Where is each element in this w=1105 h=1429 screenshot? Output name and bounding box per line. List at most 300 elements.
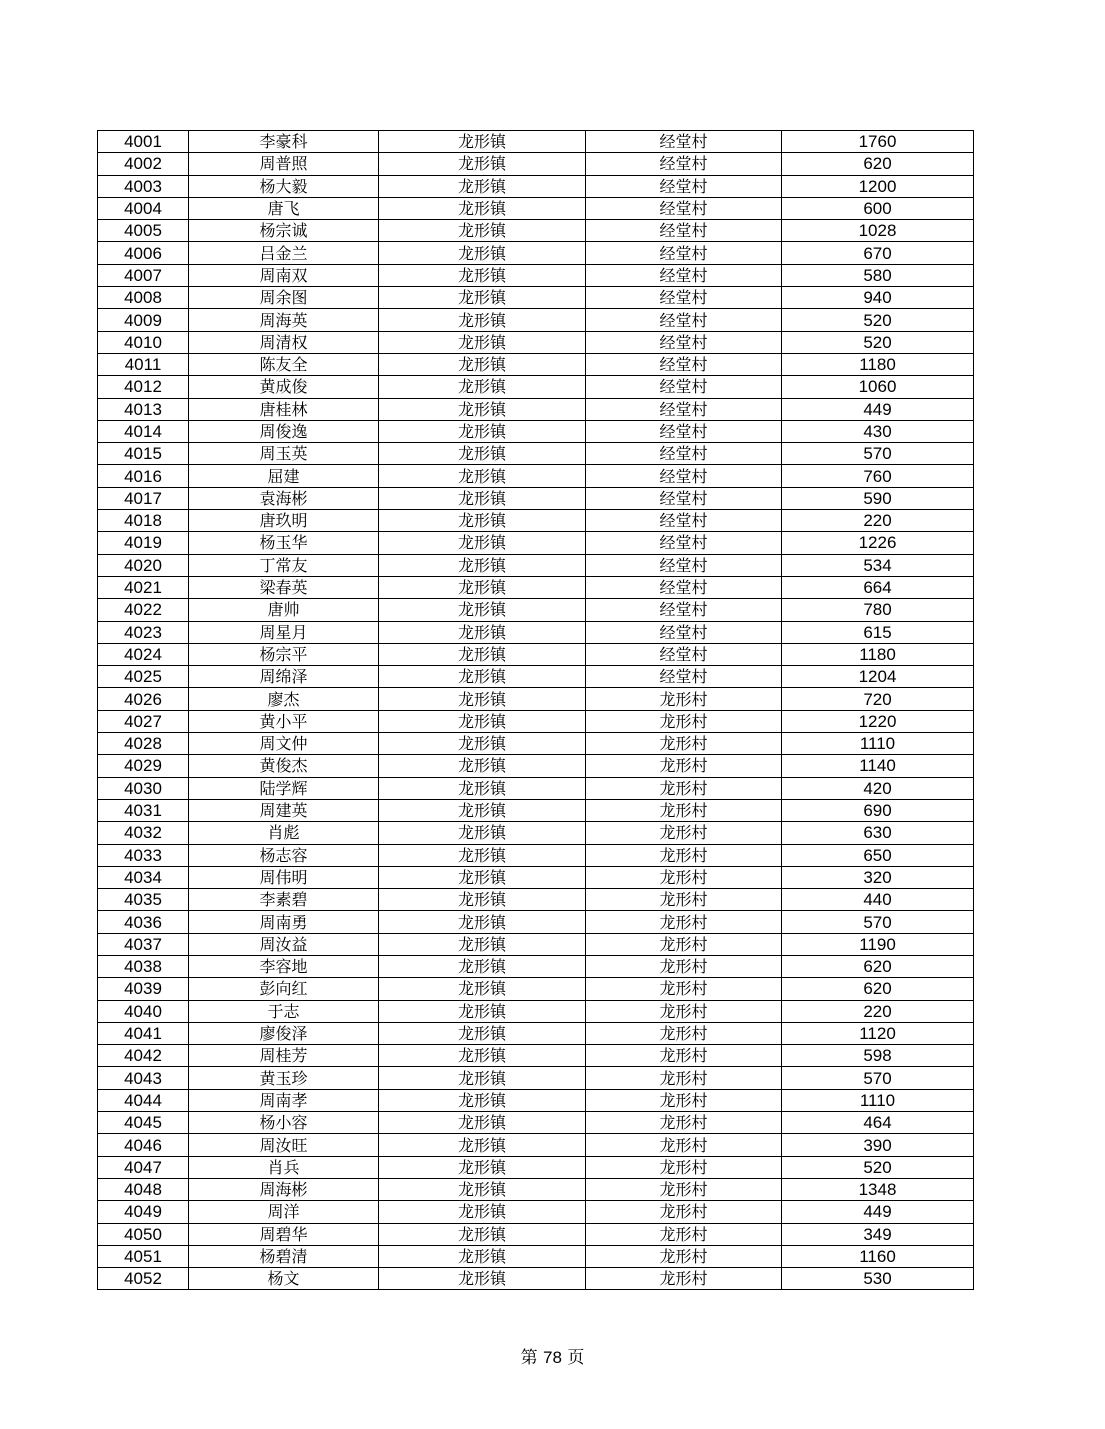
village-cell: 龙形村 — [586, 1134, 782, 1156]
table-row — [98, 353, 974, 375]
town-cell: 龙形镇 — [379, 733, 586, 755]
village-cell: 经堂村 — [586, 576, 782, 598]
name-cell: 周伟明 — [189, 866, 379, 888]
row-id-cell: 4003 — [98, 175, 189, 197]
village-cell: 经堂村 — [586, 175, 782, 197]
village-cell: 经堂村 — [586, 264, 782, 286]
amount-cell: 1220 — [782, 710, 974, 732]
row-id-cell: 4041 — [98, 1022, 189, 1044]
table-row — [98, 1156, 974, 1178]
table-row — [98, 1178, 974, 1200]
row-id-cell: 4050 — [98, 1223, 189, 1245]
table-row — [98, 532, 974, 554]
row-id-cell: 4035 — [98, 889, 189, 911]
town-cell: 龙形镇 — [379, 1045, 586, 1067]
town-cell: 龙形镇 — [379, 1112, 586, 1134]
village-cell: 经堂村 — [586, 443, 782, 465]
table-row — [98, 576, 974, 598]
name-cell: 李豪科 — [189, 131, 379, 153]
name-cell: 杨小容 — [189, 1112, 379, 1134]
village-cell: 经堂村 — [586, 487, 782, 509]
amount-cell: 440 — [782, 889, 974, 911]
village-cell: 经堂村 — [586, 532, 782, 554]
name-cell: 唐帅 — [189, 599, 379, 621]
town-cell: 龙形镇 — [379, 242, 586, 264]
amount-cell: 1160 — [782, 1245, 974, 1267]
name-cell: 陈友全 — [189, 353, 379, 375]
table-row — [98, 175, 974, 197]
village-cell: 经堂村 — [586, 153, 782, 175]
amount-cell: 1110 — [782, 1089, 974, 1111]
town-cell: 龙形镇 — [379, 911, 586, 933]
village-cell: 龙形村 — [586, 955, 782, 977]
table-row — [98, 889, 974, 911]
amount-cell: 1180 — [782, 353, 974, 375]
village-cell: 龙形村 — [586, 755, 782, 777]
row-id-cell: 4040 — [98, 1000, 189, 1022]
name-cell: 唐飞 — [189, 197, 379, 219]
amount-cell: 940 — [782, 287, 974, 309]
name-cell: 周南孝 — [189, 1089, 379, 1111]
name-cell: 吕金兰 — [189, 242, 379, 264]
village-cell: 龙形村 — [586, 733, 782, 755]
amount-cell: 1060 — [782, 376, 974, 398]
row-id-cell: 4038 — [98, 955, 189, 977]
table-row — [98, 933, 974, 955]
row-id-cell: 4020 — [98, 554, 189, 576]
town-cell: 龙形镇 — [379, 1022, 586, 1044]
village-cell: 龙形村 — [586, 1000, 782, 1022]
table-row — [98, 1134, 974, 1156]
name-cell: 周建英 — [189, 799, 379, 821]
row-id-cell: 4047 — [98, 1156, 189, 1178]
table-row — [98, 264, 974, 286]
amount-cell: 650 — [782, 844, 974, 866]
town-cell: 龙形镇 — [379, 866, 586, 888]
table-row — [98, 1045, 974, 1067]
row-id-cell: 4019 — [98, 532, 189, 554]
town-cell: 龙形镇 — [379, 532, 586, 554]
amount-cell: 630 — [782, 822, 974, 844]
village-cell: 龙形村 — [586, 822, 782, 844]
village-cell: 经堂村 — [586, 242, 782, 264]
village-cell: 经堂村 — [586, 666, 782, 688]
table-row — [98, 911, 974, 933]
row-id-cell: 4048 — [98, 1178, 189, 1200]
name-cell: 周桂芳 — [189, 1045, 379, 1067]
town-cell: 龙形镇 — [379, 287, 586, 309]
town-cell: 龙形镇 — [379, 331, 586, 353]
table-row — [98, 131, 974, 153]
town-cell: 龙形镇 — [379, 1000, 586, 1022]
row-id-cell: 4016 — [98, 465, 189, 487]
name-cell: 周汝益 — [189, 933, 379, 955]
town-cell: 龙形镇 — [379, 1245, 586, 1267]
table-row — [98, 1223, 974, 1245]
name-cell: 周洋 — [189, 1201, 379, 1223]
name-cell: 周文仲 — [189, 733, 379, 755]
village-cell: 经堂村 — [586, 599, 782, 621]
row-id-cell: 4032 — [98, 822, 189, 844]
village-cell: 龙形村 — [586, 777, 782, 799]
village-cell: 龙形村 — [586, 1089, 782, 1111]
village-cell: 经堂村 — [586, 554, 782, 576]
amount-cell: 590 — [782, 487, 974, 509]
name-cell: 梁春英 — [189, 576, 379, 598]
village-cell: 经堂村 — [586, 398, 782, 420]
village-cell: 龙形村 — [586, 1156, 782, 1178]
amount-cell: 449 — [782, 1201, 974, 1223]
row-id-cell: 4007 — [98, 264, 189, 286]
town-cell: 龙形镇 — [379, 955, 586, 977]
town-cell: 龙形镇 — [379, 1067, 586, 1089]
table-row — [98, 1067, 974, 1089]
row-id-cell: 4027 — [98, 710, 189, 732]
amount-cell: 1120 — [782, 1022, 974, 1044]
row-id-cell: 4044 — [98, 1089, 189, 1111]
amount-cell: 570 — [782, 911, 974, 933]
table-row — [98, 1000, 974, 1022]
village-cell: 经堂村 — [586, 131, 782, 153]
amount-cell: 464 — [782, 1112, 974, 1134]
table-row — [98, 220, 974, 242]
amount-cell: 670 — [782, 242, 974, 264]
table-row — [98, 822, 974, 844]
table-row — [98, 287, 974, 309]
name-cell: 周海彬 — [189, 1178, 379, 1200]
table-row — [98, 376, 974, 398]
table-row — [98, 621, 974, 643]
amount-cell: 620 — [782, 955, 974, 977]
row-id-cell: 4033 — [98, 844, 189, 866]
name-cell: 肖彪 — [189, 822, 379, 844]
amount-cell: 780 — [782, 599, 974, 621]
town-cell: 龙形镇 — [379, 1268, 586, 1290]
row-id-cell: 4023 — [98, 621, 189, 643]
page-label-suffix: 页 — [567, 1348, 585, 1368]
table-row — [98, 643, 974, 665]
table-row — [98, 978, 974, 1000]
row-id-cell: 4013 — [98, 398, 189, 420]
table-row — [98, 510, 974, 532]
row-id-cell: 4011 — [98, 353, 189, 375]
table-row — [98, 1022, 974, 1044]
amount-cell: 1348 — [782, 1178, 974, 1200]
table-row — [98, 1268, 974, 1290]
town-cell: 龙形镇 — [379, 1156, 586, 1178]
amount-cell: 580 — [782, 264, 974, 286]
table-body — [98, 131, 974, 1290]
table-row — [98, 487, 974, 509]
amount-cell: 349 — [782, 1223, 974, 1245]
village-cell: 经堂村 — [586, 220, 782, 242]
town-cell: 龙形镇 — [379, 398, 586, 420]
table-row — [98, 554, 974, 576]
village-cell: 龙形村 — [586, 1045, 782, 1067]
row-id-cell: 4014 — [98, 420, 189, 442]
row-id-cell: 4026 — [98, 688, 189, 710]
town-cell: 龙形镇 — [379, 978, 586, 1000]
table-row — [98, 1089, 974, 1111]
town-cell: 龙形镇 — [379, 1178, 586, 1200]
name-cell: 袁海彬 — [189, 487, 379, 509]
town-cell: 龙形镇 — [379, 621, 586, 643]
row-id-cell: 4010 — [98, 331, 189, 353]
amount-cell: 620 — [782, 153, 974, 175]
table-row — [98, 242, 974, 264]
amount-cell: 760 — [782, 465, 974, 487]
amount-cell: 570 — [782, 1067, 974, 1089]
name-cell: 黄俊杰 — [189, 755, 379, 777]
amount-cell: 600 — [782, 197, 974, 219]
row-id-cell: 4029 — [98, 755, 189, 777]
name-cell: 周绵泽 — [189, 666, 379, 688]
town-cell: 龙形镇 — [379, 353, 586, 375]
village-cell: 龙形村 — [586, 933, 782, 955]
table-row — [98, 955, 974, 977]
page-footer — [0, 1343, 1105, 1368]
amount-cell: 530 — [782, 1268, 974, 1290]
amount-cell: 534 — [782, 554, 974, 576]
row-id-cell: 4004 — [98, 197, 189, 219]
amount-cell: 690 — [782, 799, 974, 821]
name-cell: 廖俊泽 — [189, 1022, 379, 1044]
village-cell: 经堂村 — [586, 376, 782, 398]
village-cell: 经堂村 — [586, 197, 782, 219]
row-id-cell: 4049 — [98, 1201, 189, 1223]
village-cell: 经堂村 — [586, 420, 782, 442]
row-id-cell: 4018 — [98, 510, 189, 532]
page-label-prefix: 第 — [520, 1348, 538, 1368]
town-cell: 龙形镇 — [379, 710, 586, 732]
row-id-cell: 4042 — [98, 1045, 189, 1067]
village-cell: 龙形村 — [586, 889, 782, 911]
row-id-cell: 4001 — [98, 131, 189, 153]
table-row — [98, 1245, 974, 1267]
name-cell: 杨宗平 — [189, 643, 379, 665]
row-id-cell: 4031 — [98, 799, 189, 821]
amount-cell: 520 — [782, 1156, 974, 1178]
town-cell: 龙形镇 — [379, 643, 586, 665]
village-cell: 龙形村 — [586, 688, 782, 710]
town-cell: 龙形镇 — [379, 131, 586, 153]
table-row — [98, 309, 974, 331]
name-cell: 杨宗诚 — [189, 220, 379, 242]
amount-cell: 1140 — [782, 755, 974, 777]
town-cell: 龙形镇 — [379, 465, 586, 487]
table-row — [98, 398, 974, 420]
table-row — [98, 666, 974, 688]
village-cell: 龙形村 — [586, 978, 782, 1000]
table-row — [98, 710, 974, 732]
village-cell: 龙形村 — [586, 911, 782, 933]
name-cell: 黄小平 — [189, 710, 379, 732]
amount-cell: 449 — [782, 398, 974, 420]
name-cell: 李素碧 — [189, 889, 379, 911]
amount-cell: 1760 — [782, 131, 974, 153]
row-id-cell: 4051 — [98, 1245, 189, 1267]
amount-cell: 420 — [782, 777, 974, 799]
table-row — [98, 197, 974, 219]
town-cell: 龙形镇 — [379, 554, 586, 576]
data-table-container — [97, 130, 974, 1290]
name-cell: 李容地 — [189, 955, 379, 977]
amount-cell: 720 — [782, 688, 974, 710]
amount-cell: 390 — [782, 1134, 974, 1156]
village-cell: 龙形村 — [586, 1112, 782, 1134]
name-cell: 周南双 — [189, 264, 379, 286]
town-cell: 龙形镇 — [379, 220, 586, 242]
town-cell: 龙形镇 — [379, 688, 586, 710]
table-row — [98, 153, 974, 175]
row-id-cell: 4025 — [98, 666, 189, 688]
table-row — [98, 799, 974, 821]
row-id-cell: 4021 — [98, 576, 189, 598]
amount-cell: 1028 — [782, 220, 974, 242]
name-cell: 杨大毅 — [189, 175, 379, 197]
town-cell: 龙形镇 — [379, 309, 586, 331]
village-cell: 龙形村 — [586, 866, 782, 888]
table-row — [98, 866, 974, 888]
town-cell: 龙形镇 — [379, 933, 586, 955]
name-cell: 周俊逸 — [189, 420, 379, 442]
name-cell: 周普照 — [189, 153, 379, 175]
row-id-cell: 4015 — [98, 443, 189, 465]
town-cell: 龙形镇 — [379, 755, 586, 777]
name-cell: 杨文 — [189, 1268, 379, 1290]
village-cell: 龙形村 — [586, 844, 782, 866]
table-row — [98, 1201, 974, 1223]
amount-cell: 1226 — [782, 532, 974, 554]
amount-cell: 615 — [782, 621, 974, 643]
amount-cell: 520 — [782, 331, 974, 353]
table-row — [98, 1112, 974, 1134]
village-cell: 龙形村 — [586, 1022, 782, 1044]
row-id-cell: 4005 — [98, 220, 189, 242]
name-cell: 周余图 — [189, 287, 379, 309]
name-cell: 肖兵 — [189, 1156, 379, 1178]
amount-cell: 620 — [782, 978, 974, 1000]
name-cell: 彭向红 — [189, 978, 379, 1000]
amount-cell: 570 — [782, 443, 974, 465]
amount-cell: 220 — [782, 1000, 974, 1022]
village-cell: 龙形村 — [586, 1178, 782, 1200]
village-cell: 经堂村 — [586, 621, 782, 643]
row-id-cell: 4046 — [98, 1134, 189, 1156]
town-cell: 龙形镇 — [379, 889, 586, 911]
town-cell: 龙形镇 — [379, 1134, 586, 1156]
town-cell: 龙形镇 — [379, 1089, 586, 1111]
village-cell: 龙形村 — [586, 1223, 782, 1245]
row-id-cell: 4034 — [98, 866, 189, 888]
name-cell: 于志 — [189, 1000, 379, 1022]
amount-cell: 430 — [782, 420, 974, 442]
town-cell: 龙形镇 — [379, 153, 586, 175]
town-cell: 龙形镇 — [379, 844, 586, 866]
amount-cell: 1180 — [782, 643, 974, 665]
name-cell: 唐玖明 — [189, 510, 379, 532]
name-cell: 杨碧清 — [189, 1245, 379, 1267]
table-row — [98, 331, 974, 353]
name-cell: 丁常友 — [189, 554, 379, 576]
town-cell: 龙形镇 — [379, 197, 586, 219]
town-cell: 龙形镇 — [379, 666, 586, 688]
village-cell: 经堂村 — [586, 510, 782, 532]
town-cell: 龙形镇 — [379, 1223, 586, 1245]
table-row — [98, 733, 974, 755]
row-id-cell: 4008 — [98, 287, 189, 309]
table-row — [98, 777, 974, 799]
table-row — [98, 688, 974, 710]
row-id-cell: 4036 — [98, 911, 189, 933]
name-cell: 周南勇 — [189, 911, 379, 933]
row-id-cell: 4022 — [98, 599, 189, 621]
row-id-cell: 4037 — [98, 933, 189, 955]
name-cell: 周星月 — [189, 621, 379, 643]
town-cell: 龙形镇 — [379, 799, 586, 821]
amount-cell: 598 — [782, 1045, 974, 1067]
town-cell: 龙形镇 — [379, 510, 586, 532]
amount-cell: 1200 — [782, 175, 974, 197]
row-id-cell: 4002 — [98, 153, 189, 175]
town-cell: 龙形镇 — [379, 1201, 586, 1223]
row-id-cell: 4024 — [98, 643, 189, 665]
village-cell: 龙形村 — [586, 799, 782, 821]
amount-cell: 664 — [782, 576, 974, 598]
row-id-cell: 4028 — [98, 733, 189, 755]
village-cell: 经堂村 — [586, 643, 782, 665]
village-cell: 龙形村 — [586, 1268, 782, 1290]
table-row — [98, 443, 974, 465]
town-cell: 龙形镇 — [379, 777, 586, 799]
village-cell: 经堂村 — [586, 331, 782, 353]
town-cell: 龙形镇 — [379, 264, 586, 286]
name-cell: 周碧华 — [189, 1223, 379, 1245]
row-id-cell: 4009 — [98, 309, 189, 331]
village-cell: 经堂村 — [586, 309, 782, 331]
name-cell: 周汝旺 — [189, 1134, 379, 1156]
village-cell: 经堂村 — [586, 287, 782, 309]
row-id-cell: 4030 — [98, 777, 189, 799]
name-cell: 廖杰 — [189, 688, 379, 710]
amount-cell: 220 — [782, 510, 974, 532]
page-number: 78 — [543, 1348, 562, 1367]
amount-cell: 320 — [782, 866, 974, 888]
town-cell: 龙形镇 — [379, 599, 586, 621]
village-cell: 龙形村 — [586, 1245, 782, 1267]
amount-cell: 1190 — [782, 933, 974, 955]
name-cell: 杨玉华 — [189, 532, 379, 554]
village-cell: 龙形村 — [586, 1067, 782, 1089]
row-id-cell: 4045 — [98, 1112, 189, 1134]
row-id-cell: 4052 — [98, 1268, 189, 1290]
name-cell: 唐桂林 — [189, 398, 379, 420]
town-cell: 龙形镇 — [379, 420, 586, 442]
village-cell: 龙形村 — [586, 710, 782, 732]
name-cell: 屈建 — [189, 465, 379, 487]
town-cell: 龙形镇 — [379, 443, 586, 465]
table-row — [98, 755, 974, 777]
town-cell: 龙形镇 — [379, 822, 586, 844]
town-cell: 龙形镇 — [379, 576, 586, 598]
name-cell: 陆学辉 — [189, 777, 379, 799]
name-cell: 黄玉珍 — [189, 1067, 379, 1089]
amount-cell: 520 — [782, 309, 974, 331]
town-cell: 龙形镇 — [379, 175, 586, 197]
name-cell: 杨志容 — [189, 844, 379, 866]
village-cell: 龙形村 — [586, 1201, 782, 1223]
town-cell: 龙形镇 — [379, 487, 586, 509]
